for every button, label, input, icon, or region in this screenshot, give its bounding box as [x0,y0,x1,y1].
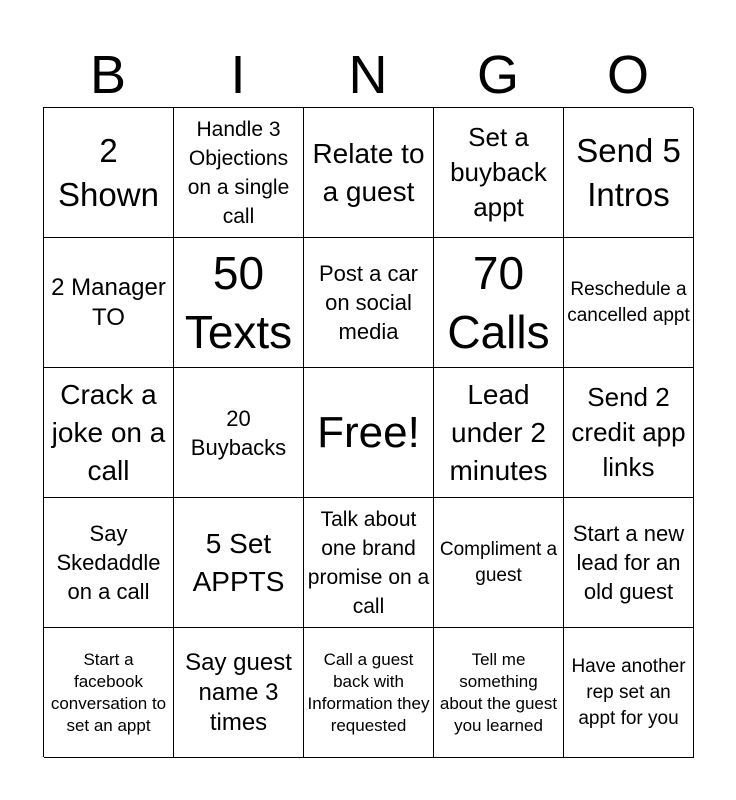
bingo-cell[interactable] [304,498,434,628]
bingo-cell-text: Crack a joke on a call [51,378,166,486]
bingo-cell[interactable] [434,628,564,758]
bingo-cell[interactable] [44,238,174,368]
bingo-cell-text: Free! [317,407,420,457]
bingo-cell[interactable] [564,628,694,758]
bingo-cell[interactable] [564,498,694,628]
bingo-cell-text: Say guest name 3 times [185,648,292,736]
bingo-cell[interactable] [434,498,564,628]
bingo-cell[interactable] [564,368,694,498]
bingo-cell-text: Compliment a guest [439,538,558,586]
bingo-cell-text: 20 Buybacks [190,405,287,460]
bingo-cell[interactable] [434,108,564,238]
bingo-cell-text: Post a car on social media [318,261,419,344]
bingo-cell-text: 50 Texts [184,246,293,358]
bingo-cell-free[interactable] [304,368,434,498]
bingo-cell-text: Talk about one brand promise on a call [307,507,430,618]
bingo-cell-text: Relate to a guest [312,137,425,207]
bingo-cell[interactable] [564,108,694,238]
bingo-cell-text: Start a facebook conversation to set an appt [50,649,167,735]
bingo-cell-text: Reschedule a cancelled appt [567,278,690,326]
bingo-cell-text: 5 Set APPTS [192,527,285,597]
bingo-cell[interactable] [304,108,434,238]
bingo-cell-text: Call a guest back with Information they requested [307,649,430,735]
bingo-cell-text: Handle 3 Objections on a single call [187,117,290,228]
bingo-cell-text: Tell me something about the guest you learned [439,649,558,735]
bingo-cell[interactable] [304,238,434,368]
header-letter-n: N [348,45,388,105]
bingo-cell-text: Say Skedaddle on a call [56,521,161,604]
bingo-cell-text: 70 Calls [447,246,550,358]
bingo-cell-text: Start a new lead for an old guest [572,521,685,604]
bingo-cell-text: 2 Shown [58,131,159,213]
bingo-cell[interactable] [44,368,174,498]
bingo-cell[interactable] [44,498,174,628]
bingo-cell-text: Have another rep set an appt for you [571,655,686,729]
bingo-cell[interactable] [174,498,304,628]
bingo-cell-text: Send 2 credit app links [571,382,686,482]
header-letter-b: B [89,45,127,105]
bingo-cell-text: Send 5 Intros [576,131,681,213]
bingo-cell[interactable] [434,368,564,498]
header-letter-g: G [476,45,519,105]
bingo-cell[interactable] [174,368,304,498]
bingo-cell[interactable] [44,628,174,758]
bingo-cell-text: Set a buyback appt [450,122,547,222]
bingo-cell-text: Lead under 2 minutes [449,378,548,486]
bingo-cell[interactable] [174,628,304,758]
bingo-cell[interactable] [174,238,304,368]
bingo-cell[interactable] [564,238,694,368]
bingo-cell[interactable] [44,108,174,238]
bingo-cell-text: 2 Manager TO [51,273,166,331]
bingo-cell[interactable] [304,628,434,758]
bingo-header [43,44,693,106]
bingo-cell[interactable] [434,238,564,368]
header-letter-o: O [606,45,649,105]
header-letter-i: I [230,45,246,105]
bingo-grid [43,107,693,757]
bingo-cell[interactable] [174,108,304,238]
